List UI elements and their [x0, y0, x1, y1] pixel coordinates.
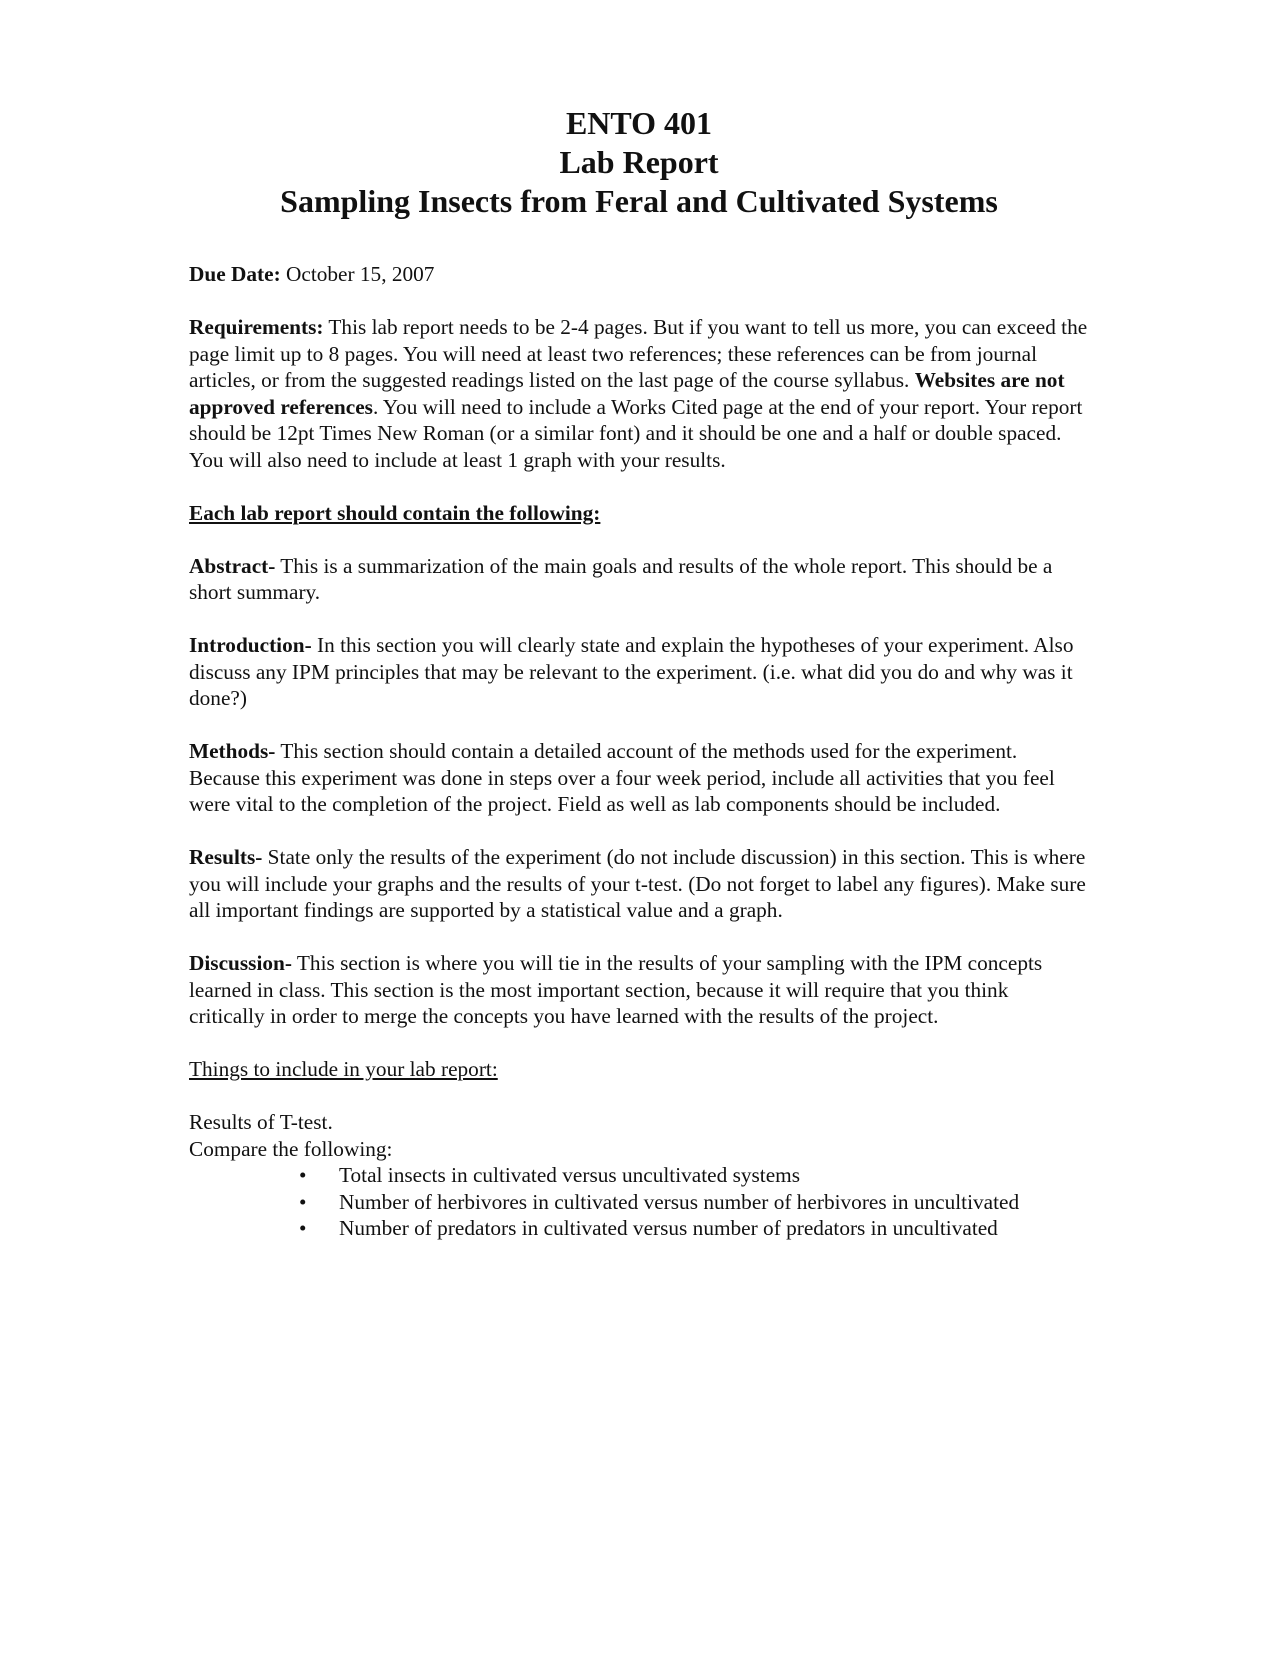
include-compare: Compare the following:: [189, 1136, 393, 1161]
section-text: This is a summarization of the main goals and results of the whole report. This should be a short summary.: [189, 553, 1053, 604]
section-abstract: [189, 553, 1089, 606]
section-text: This section should contain a detailed account of the methods used for the experiment. Because this experiment was done in steps over a four week period, include all activities that you feel were vital to the completion of the project. Field as well as lab components should be included.: [189, 739, 1055, 816]
due-date-label: Due Date:: [189, 262, 281, 286]
contents-heading: Each lab report should contain the following:: [189, 500, 601, 525]
include-heading: Things to include in your lab report:: [189, 1057, 498, 1081]
requirements-bold-note: Websites are not approved references: [189, 368, 1065, 419]
requirements-label: Requirements:: [189, 315, 324, 339]
section-text: State only the results of the experiment (do not include discussion) in this section. This is where you will include your graphs and the results of your t-test. (Do not forget to label any figures). Make sure all important findings are supported by a statistical value and a graph.: [189, 845, 1086, 922]
document-subtitle: Sampling Insects from Feral and Cultivated Systems: [280, 183, 998, 219]
title-block: [189, 104, 1089, 221]
section-text: In this section you will clearly state and explain the hypotheses of your experiment. Also discuss any IPM principles that may be relevant to the experiment. (i.e. what did you do and why was it done?): [189, 633, 1074, 710]
bullet-icon: •: [299, 1163, 307, 1187]
due-date: [189, 261, 1089, 288]
requirements-text-continued: . You will need to include a Works Cited page at the end of your report. Your report should be 12pt Times New Roman (or a similar font) and it should be one and a half or double spaced. You will also need to include at least 1 graph with your results.: [189, 394, 1083, 472]
section-label: Discussion-: [189, 951, 292, 975]
section-introduction: [189, 632, 1089, 712]
include-ttest: Results of T-test.: [189, 1110, 333, 1134]
section-discussion: [189, 950, 1089, 1030]
due-date-value: October 15, 2007: [280, 262, 435, 286]
document-body: [189, 221, 1089, 1242]
document-type: Lab Report: [559, 144, 719, 180]
compare-list: [189, 1162, 1089, 1242]
requirements-paragraph: [189, 314, 1089, 473]
section-text: This section is where you will tie in the results of your sampling with the IPM concepts learned in class. This section is the most important section, because it will require that you think critically in order to merge the concepts you have learned with the results of the project.: [189, 951, 1043, 1028]
section-label: Methods-: [189, 739, 276, 763]
section-label: Abstract-: [189, 553, 276, 578]
section-label: Introduction-: [189, 633, 312, 657]
list-item: • Number of predators in cultivated versus number of predators in uncultivated: [299, 1216, 998, 1240]
list-item: • Total insects in cultivated versus uncultivated systems: [299, 1163, 801, 1187]
course-title: ENTO 401: [565, 105, 713, 141]
bullet-icon: •: [299, 1216, 307, 1240]
section-methods: [189, 738, 1089, 818]
list-item: • Number of herbivores in cultivated versus number of herbivores in uncultivated: [299, 1189, 1020, 1214]
requirements-text: This lab report needs to be 2-4 pages. But if you want to tell us more, you can exceed the page limit up to 8 pages. You will need at least two references; these references can be from journal articles, or from the suggested readings listed on the last page of the course syllabus.: [189, 315, 1088, 392]
bullet-icon: •: [299, 1189, 307, 1214]
section-label: Results-: [189, 845, 263, 869]
section-results: [189, 844, 1089, 924]
